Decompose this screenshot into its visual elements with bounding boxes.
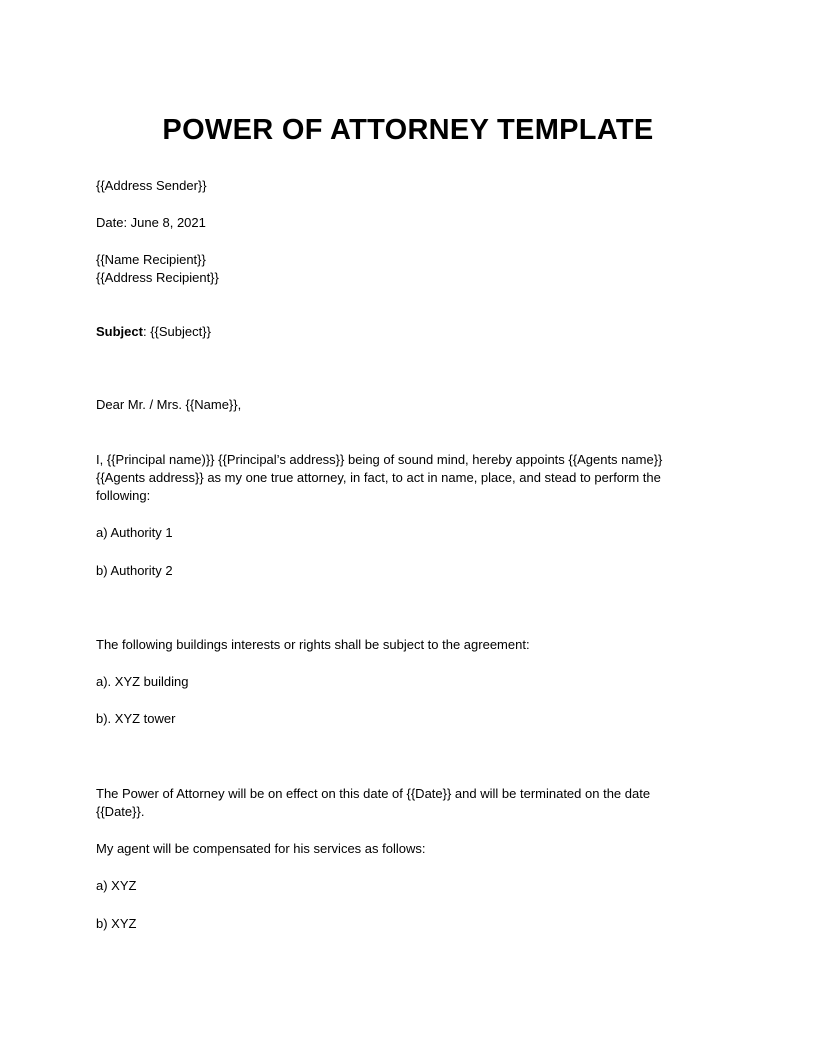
effect-line-2: {{Date}}. <box>96 804 145 819</box>
compensation-item-b: b) XYZ <box>96 916 137 931</box>
compensation-intro: My agent will be compensated for his services as follows: <box>96 841 426 856</box>
date-line: Date: June 8, 2021 <box>96 215 206 230</box>
buildings-intro: The following buildings interests or rights shall be subject to the agreement: <box>96 637 530 652</box>
subject-label: Subject <box>96 324 143 339</box>
document-title: POWER OF ATTORNEY TEMPLATE <box>162 114 654 146</box>
effect-line-1: The Power of Attorney will be on effect on this date of {{Date}} and will be terminated on the date <box>96 786 651 801</box>
subject-value: : {{Subject}} <box>142 324 211 339</box>
body-line-3: following: <box>96 488 151 503</box>
salutation: Dear Mr. / Mrs. {{Name}}, <box>96 397 242 412</box>
authority-item-b: b) Authority 2 <box>96 563 173 578</box>
subject-line <box>96 323 211 341</box>
address-sender: {{Address Sender}} <box>96 178 207 193</box>
authority-item-a: a) Authority 1 <box>96 525 173 540</box>
compensation-item-a: a) XYZ <box>96 878 137 893</box>
address-recipient: {{Address Recipient}} <box>96 270 219 285</box>
body-line-1: I, {{Principal name)}} {{Principal’s address}} being of sound mind, hereby appoints {{Agents name}} <box>96 452 663 467</box>
building-item-a: a). XYZ building <box>96 674 189 689</box>
body-line-2: {{Agents address}} as my one true attorney, in fact, to act in name, place, and stead to perform the <box>96 470 661 485</box>
name-recipient: {{Name Recipient}} <box>96 252 206 267</box>
building-item-b: b). XYZ tower <box>96 711 176 726</box>
